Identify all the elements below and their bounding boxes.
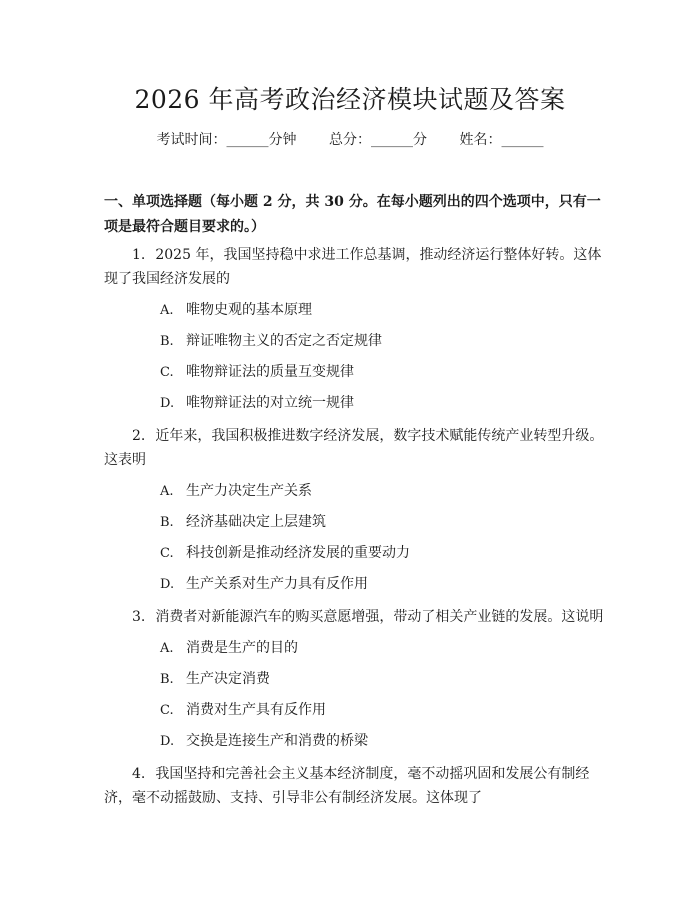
option-text: 唯物辩证法的对立统一规律 <box>186 395 354 411</box>
total-score-field: 总分：______分 <box>329 132 427 148</box>
option-b[interactable] <box>104 669 604 689</box>
question-text: 2025 年，我国坚持稳中求进工作总基调，推动经济运行整体好转。这体现了我国经济发展的 <box>104 247 602 287</box>
option-list <box>104 638 604 751</box>
option-letter: B. <box>160 515 174 530</box>
question-text: 消费者对新能源汽车的购买意愿增强，带动了相关产业链的发展。这说明 <box>155 609 604 625</box>
section-heading: 一、单项选择题（每小题 2 分，共 30 分。在每小题列出的四个选项中，只有一项是最符合题目要求的。） <box>104 194 601 235</box>
option-letter: B. <box>160 334 174 349</box>
question-stem <box>104 424 604 472</box>
question-stem <box>104 243 604 291</box>
option-letter: A. <box>160 303 174 318</box>
option-a[interactable] <box>104 481 604 501</box>
option-c[interactable] <box>104 362 604 382</box>
question-4 <box>104 762 604 810</box>
option-letter: D. <box>160 577 175 592</box>
option-text: 消费对生产具有反作用 <box>186 702 326 718</box>
option-letter: C. <box>160 365 174 380</box>
option-b[interactable] <box>104 331 604 351</box>
option-c[interactable] <box>104 543 604 563</box>
option-text: 生产决定消费 <box>186 671 270 687</box>
option-d[interactable] <box>104 393 604 413</box>
option-a[interactable] <box>104 300 604 320</box>
question-number: 1. <box>132 247 146 263</box>
question-text: 我国坚持和完善社会主义基本经济制度，毫不动摇巩固和发展公有制经济，毫不动摇鼓励、支持、引导非公有制经济发展。这体现了 <box>104 766 590 806</box>
exam-time-field: 考试时间：______分钟 <box>156 132 297 148</box>
option-text: 交换是连接生产和消费的桥梁 <box>186 733 368 749</box>
question-list <box>104 243 604 819</box>
option-letter: B. <box>160 672 174 687</box>
option-letter: D. <box>160 734 175 749</box>
option-text: 唯物史观的基本原理 <box>186 302 312 318</box>
question-text: 近年来，我国积极推进数字经济发展，数字技术赋能传统产业转型升级。这表明 <box>104 428 604 468</box>
option-text: 生产力决定生产关系 <box>186 483 312 499</box>
option-letter: A. <box>160 641 174 656</box>
option-list <box>104 300 604 413</box>
option-d[interactable] <box>104 731 604 751</box>
option-text: 科技创新是推动经济发展的重要动力 <box>186 545 410 561</box>
option-text: 辩证唯物主义的否定之否定规律 <box>186 333 382 349</box>
option-letter: A. <box>160 484 174 499</box>
option-text: 消费是生产的目的 <box>186 640 298 656</box>
option-letter: C. <box>160 703 174 718</box>
option-letter: D. <box>160 396 175 411</box>
option-list <box>104 481 604 594</box>
question-stem <box>104 605 604 629</box>
page-title: 2026 年高考政治经济模块试题及答案 <box>134 85 566 114</box>
option-c[interactable] <box>104 700 604 720</box>
question-number: 2. <box>132 428 146 444</box>
option-text: 唯物辩证法的质量互变规律 <box>186 364 354 380</box>
question-stem <box>104 762 604 810</box>
question-3 <box>104 605 604 751</box>
option-text: 生产关系对生产力具有反作用 <box>186 576 368 592</box>
option-a[interactable] <box>104 638 604 658</box>
exam-info-line <box>0 130 700 150</box>
option-b[interactable] <box>104 512 604 532</box>
option-text: 经济基础决定上层建筑 <box>186 514 326 530</box>
student-name-field: 姓名：______ <box>459 132 544 148</box>
question-number: 3. <box>132 609 146 625</box>
question-2 <box>104 424 604 594</box>
question-number: 4. <box>132 766 146 782</box>
option-d[interactable] <box>104 574 604 594</box>
option-letter: C. <box>160 546 174 561</box>
question-1 <box>104 243 604 413</box>
